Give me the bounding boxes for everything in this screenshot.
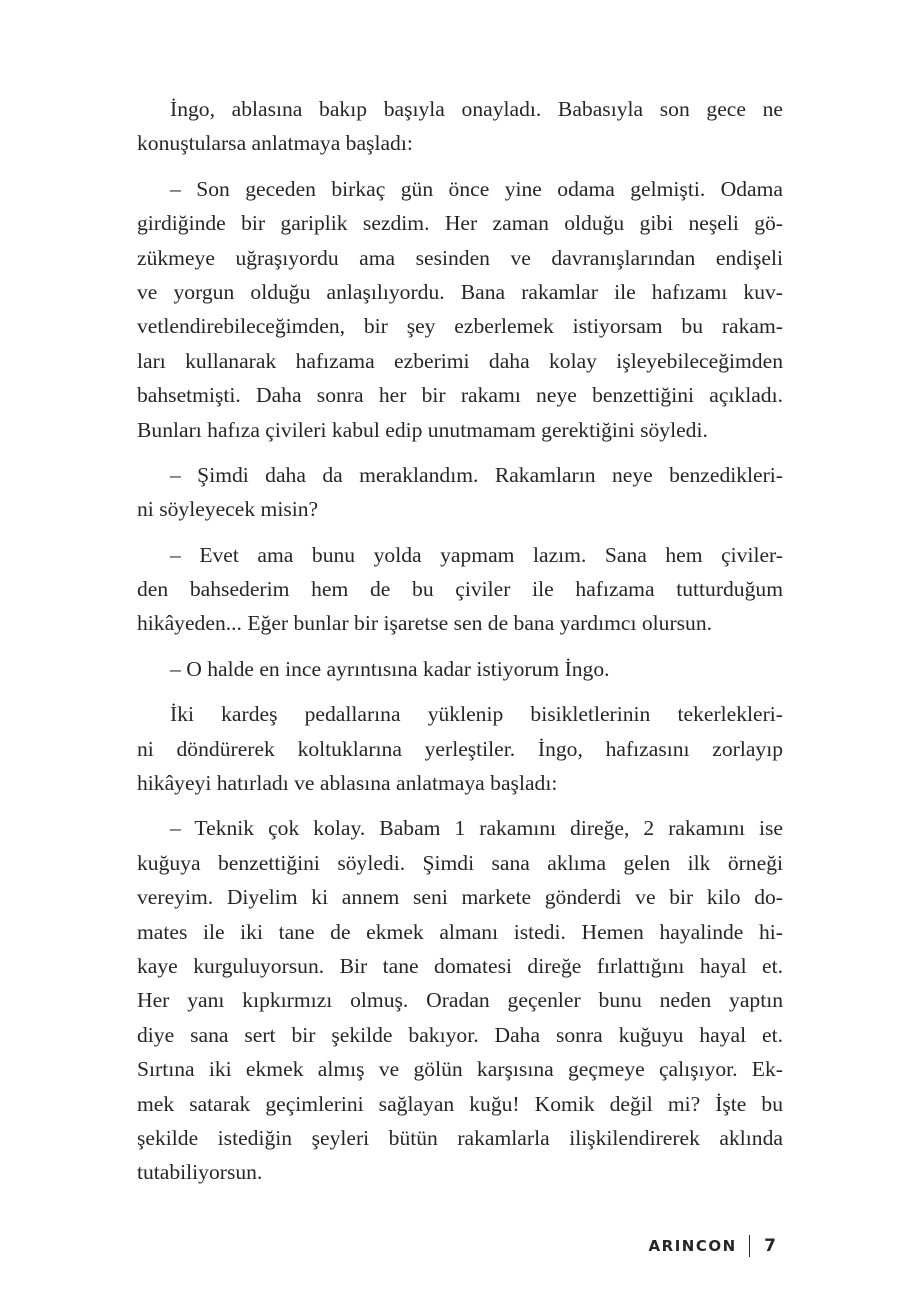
text-line: kuğuya benzettiğini söyledi. Şimdi sana aklıma gelen ilk örneği bbox=[137, 850, 783, 875]
text-line: hikâyeyi hatırladı ve ablasına anlatmaya başladı: bbox=[137, 771, 558, 796]
paragraph bbox=[137, 697, 783, 800]
text-line: – Son geceden birkaç gün önce yine odama gelmişti. Odama bbox=[170, 176, 783, 201]
text-line: konuştularsa anlatmaya başladı: bbox=[137, 131, 413, 156]
text-line: – Şimdi daha da meraklandım. Rakamların neye benzedikleri- bbox=[170, 462, 783, 487]
page-number: 7 bbox=[764, 1236, 776, 1256]
text-line: girdiğinde bir gariplik sezdim. Her zaman olduğu gibi neşeli gö- bbox=[137, 211, 783, 236]
text-line: mates ile iki tane de ekmek almanı istedi. Hemen hayalinde hi- bbox=[137, 919, 783, 944]
paragraph bbox=[137, 811, 783, 1189]
text-line: Her yanı kıpkırmızı olmuş. Oradan geçenler bunu neden yaptın bbox=[137, 988, 783, 1013]
text-line: şekilde istediğin şeyleri bütün rakamlarla ilişkilendirerek aklında bbox=[137, 1125, 783, 1150]
text-line: mek satarak geçimlerini sağlayan kuğu! Komik değil mi? İşte bu bbox=[137, 1091, 783, 1116]
text-line: ları kullanarak hafızama ezberimi daha kolay işleyebileceğimden bbox=[137, 348, 783, 373]
text-line: tutabiliyorsun. bbox=[137, 1160, 263, 1185]
text-line: den bahsederim hem de bu çiviler ile hafızama tutturduğum bbox=[137, 577, 783, 602]
text-line: ve yorgun olduğu anlaşılıyordu. Bana rakamlar ile hafızamı kuv- bbox=[137, 279, 783, 304]
text-line: hikâyeden... Eğer bunlar bir işaretse sen de bana yardımcı olursun. bbox=[137, 611, 713, 636]
text-line: ni döndürerek koltuklarına yerleştiler. İngo, hafızasını zorlayıp bbox=[137, 736, 783, 761]
paragraph bbox=[137, 172, 783, 447]
text-line: vetlendirebileceğimden, bir şey ezberlemek istiyorsam bu rakam- bbox=[137, 314, 783, 339]
text-line: – Evet ama bunu yolda yapmam lazım. Sana hem çiviler- bbox=[170, 542, 783, 567]
text-line: vereyim. Diyelim ki annem seni markete gönderdi ve bir kilo do- bbox=[137, 885, 783, 910]
footer-brand: ARINCON bbox=[648, 1237, 737, 1255]
body-text bbox=[137, 92, 783, 1190]
text-line: ni söyleyecek misin? bbox=[137, 497, 319, 522]
paragraph bbox=[137, 458, 783, 527]
text-line: zükmeye uğraşıyordu ama sesinden ve davranışlarından endişeli bbox=[137, 245, 783, 270]
paragraph bbox=[137, 92, 783, 161]
paragraph bbox=[137, 652, 783, 686]
text-line: kaye kurguluyorsun. Bir tane domatesi direğe fırlattığını hayal et. bbox=[137, 953, 783, 978]
text-line: – O halde en ince ayrıntısına kadar istiyorum İngo. bbox=[170, 656, 610, 681]
text-line: İngo, ablasına bakıp başıyla onayladı. Babasıyla son gece ne bbox=[170, 97, 783, 121]
text-line: – Teknik çok kolay. Babam 1 rakamını direğe, 2 rakamını ise bbox=[170, 816, 783, 841]
text-line: diye sana sert bir şekilde bakıyor. Daha sonra kuğuyu hayal et. bbox=[137, 1022, 783, 1047]
footer-divider bbox=[749, 1235, 751, 1257]
page-footer bbox=[649, 1233, 776, 1259]
text-line: Bunları hafıza çivileri kabul edip unutmamam gerektiğini söyledi. bbox=[137, 417, 708, 442]
text-line: bahsetmişti. Daha sonra her bir rakamı neye benzettiğini açıkladı. bbox=[137, 383, 783, 408]
paragraph bbox=[137, 538, 783, 641]
text-line: İki kardeş pedallarına yüklenip bisikletlerinin tekerlekleri- bbox=[170, 702, 783, 727]
text-line: Sırtına iki ekmek almış ve gölün karşısına geçmeye çalışıyor. Ek- bbox=[137, 1057, 783, 1082]
